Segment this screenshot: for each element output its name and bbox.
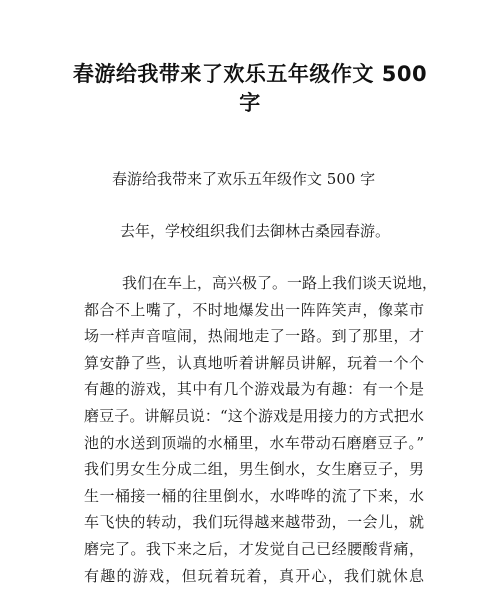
paragraph-line: 我们在车上，高兴极了。一路上我们谈天说地，: [122, 274, 438, 292]
paragraph-line: 有趣的游戏，但玩着玩着，真开心，我们就休息: [84, 566, 424, 585]
paragraph-line: 算安静了些，认真地听着讲解员讲解，玩着一个个: [84, 353, 424, 372]
paragraph-line: 场一样声音喧闹，热闹地走了一路。到了那里，才: [84, 327, 424, 346]
paragraph-line: 我们男女生分成二组，男生倒水，女生磨豆子，男: [84, 460, 424, 479]
paragraph-line: 车飞快的转动，我们玩得越来越带劲，一会儿，就: [84, 513, 424, 532]
document-title: [60, 60, 440, 118]
document-subtitle: 春游给我带来了欢乐五年级作文 500 字: [112, 170, 376, 188]
paragraph-line: 磨完了。我下来之后，才发觉自己已经腰酸背痛，: [84, 539, 424, 558]
paragraph-line: 都合不上嘴了，不时地爆发出一阵阵笑声，像菜市: [84, 300, 424, 319]
paragraph-line: 池的水送到顶端的水桶里，水车带动石磨磨豆子。”: [84, 433, 424, 452]
paragraph-line: 生一桶接一桶的往里倒水，水哗哗的流了下来，水: [84, 486, 424, 505]
paragraph-line: 磨豆子。讲解员说：“这个游戏是用接力的方式把水: [84, 406, 424, 425]
paragraph-line: 有趣的游戏，其中有几个游戏最为有趣：有一个是: [84, 380, 424, 399]
paragraph-2: [84, 270, 438, 589]
title-line-2: 字: [239, 91, 261, 115]
paragraph-1: 去年，学校组织我们去御林古桑园春游。: [120, 222, 391, 240]
title-line-1: 春游给我带来了欢乐五年级作文 500: [72, 62, 428, 86]
